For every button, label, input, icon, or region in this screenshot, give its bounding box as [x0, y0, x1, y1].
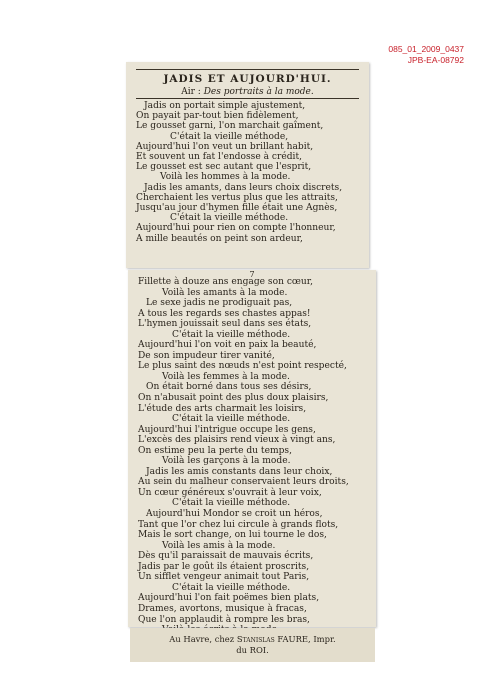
verse-line: Aujourd'hui l'on voit en paix la beauté, — [138, 340, 317, 351]
imprint-prefix: Au Havre, chez — [169, 634, 235, 644]
song-title: JADIS ET AUJOURD'HUI. — [163, 73, 332, 85]
verse-line: C'était la vieille méthode, — [170, 131, 289, 142]
title-rule — [136, 98, 359, 99]
verse-line: Fillette à douze ans engage son cœur, — [138, 277, 314, 287]
verse-line: C'était la vieille méthode. — [172, 582, 291, 593]
imprint-suffix: , Impr. — [308, 634, 336, 644]
verse-line: A mille beautés on peint son ardeur, — [136, 233, 303, 244]
verse-line: Drames, avortons, musique à fracas, — [138, 603, 307, 614]
verse-line: Le gousset est sec autant que l'esprit, — [136, 162, 312, 173]
verse-line: C'était la vieille méthode. — [172, 329, 291, 340]
verse-line: On n'abusait point des plus doux plaisirs, — [138, 393, 329, 404]
archive-reference — [388, 44, 464, 66]
verse-line: Aujourd'hui l'on veut un brillant habit, — [136, 141, 314, 152]
imprint-printer: Stanislas FAURE — [236, 634, 309, 644]
verse-line: Tant que l'or chez lui circule à grands flots, — [138, 519, 339, 530]
verse-line: C'était la vieille méthode. — [172, 414, 291, 425]
verse-line: A tous les regards ses chastes appas! — [138, 308, 311, 319]
imprint-line-1 — [130, 634, 375, 645]
imprint-strip — [130, 628, 375, 662]
verse-line: Le plus saint des nœuds n'est point respecté, — [138, 361, 347, 372]
verse-line: Cherchaient les vertus plus que les attraits, — [136, 192, 338, 203]
page-number: 7 — [249, 270, 255, 279]
page-fragment-top — [126, 62, 369, 268]
verse-line: Un sifflet vengeur animait tout Paris, — [138, 572, 310, 583]
verse-line: Voilà les femmes à la mode. — [162, 371, 290, 382]
verse-line: Au sein du malheur conservaient leurs droits, — [138, 477, 349, 488]
verse-line: Dès qu'il paraissait de mauvais écrits, — [138, 551, 314, 562]
verse-line: Mais le sort change, on lui tourne le dos, — [138, 530, 327, 541]
air-label: Air : — [181, 87, 201, 97]
imprint — [130, 634, 375, 656]
verse-line: Jadis on portait simple ajustement, — [144, 101, 306, 111]
verse-line: On payait par-tout bien fidèlement, — [136, 111, 299, 122]
verse-line: Le gousset garni, l'on marchait gaîment, — [136, 121, 324, 132]
verse-line: C'était la vieille méthode. — [170, 213, 289, 224]
verse-top — [136, 101, 365, 244]
verse-line: Un cœur généreux s'ouvrait à leur voix, — [138, 487, 322, 498]
verse-line: Aujourd'hui Mondor se croit un héros, — [146, 509, 323, 520]
archive-reference-code: JPB-EA-08792 — [407, 55, 464, 65]
top-rule — [136, 69, 359, 70]
page-fragment-bottom — [128, 270, 376, 627]
verse-line: Que l'on applaudit à rompre les bras, — [138, 614, 310, 625]
verse-line: On estime peu la perte du temps, — [138, 445, 292, 456]
air-name: Des portraits à la mode. — [203, 87, 314, 97]
verse-line: Jusqu'au jour d'hymen fille était une Agnès, — [136, 203, 338, 214]
verse-line: Voilà les amis à la mode. — [162, 540, 276, 551]
verse-line: L'excès des plaisirs rend vieux à vingt ans, — [138, 435, 336, 446]
air-line — [126, 87, 369, 97]
verse-line: Voilà les hommes à la mode. — [160, 172, 291, 183]
verse-line: On était borné dans tous ses désirs, — [146, 382, 312, 393]
imprint-line-2: du ROI. — [236, 645, 269, 655]
verse-line: L'hymen jouissait seul dans ses états, — [138, 319, 312, 330]
verse-line: C'était la vieille méthode. — [172, 498, 291, 509]
verse-line: Et souvent un fat l'endosse à crédit, — [136, 152, 302, 163]
verse-bottom — [138, 277, 372, 636]
archive-reference-id: 085_01_2009_0437 — [388, 44, 464, 54]
verse-line: Voilà les garçons à la mode. — [162, 456, 291, 467]
verse-line: Aujourd'hui l'intrigue occupe les gens, — [138, 424, 316, 435]
verse-line: Jadis les amis constants dans leur choix, — [146, 466, 333, 477]
verse-line: Aujourd'hui l'on fait poëmes bien plats, — [138, 593, 320, 604]
verse-line: De son impudeur tirer vanité, — [138, 350, 275, 361]
verse-line: Jadis les amants, dans leurs choix discrets, — [144, 182, 343, 193]
verse-line: Aujourd'hui pour rien on compte l'honneur, — [136, 223, 336, 234]
verse-line: Jadis par le goût ils étaient proscrits, — [138, 561, 310, 572]
verse-line: Voilà les amants à la mode. — [162, 287, 288, 298]
verse-line: Le sexe jadis ne prodiguait pas, — [146, 298, 293, 309]
verse-line: L'étude des arts charmait les loisirs, — [138, 403, 307, 414]
